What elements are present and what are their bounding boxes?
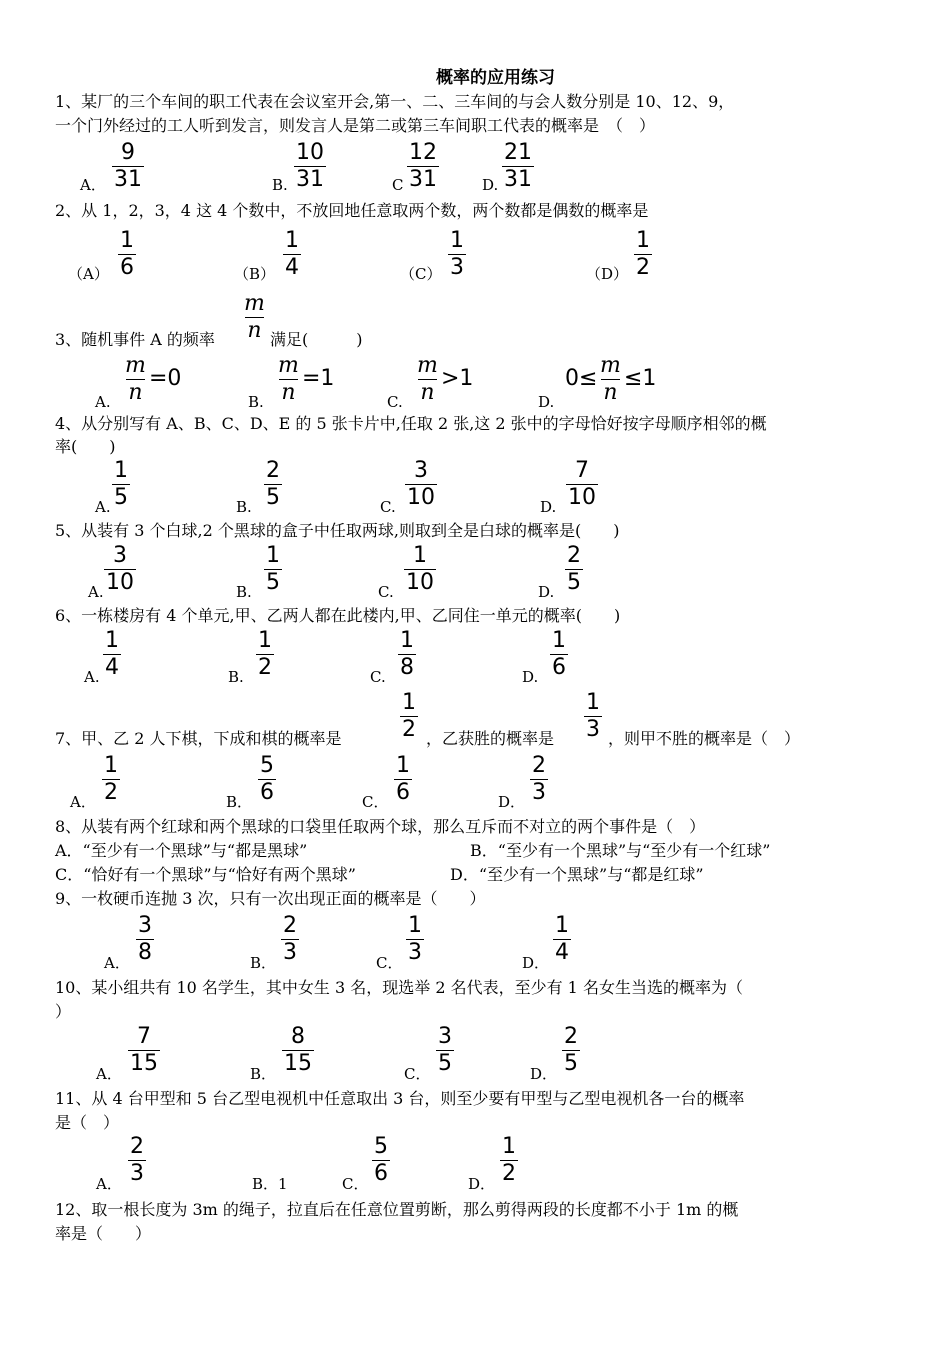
question-1-text: 1、某厂的三个车间的职工代表在会议室开会,第一、二、三车间的与会人数分别是 10、12、9， bbox=[55, 92, 735, 111]
q3-option-d-label: D. bbox=[538, 393, 555, 411]
q2-option-d-fraction: $\frac{1}{2}$ bbox=[636, 228, 650, 280]
q9-option-c-label: C． bbox=[376, 954, 403, 972]
q4-option-c-label: C. bbox=[380, 498, 396, 516]
q11-option-a-fraction: $\frac{2}{3}$ bbox=[130, 1134, 144, 1186]
question-4-text-cont: 率( ) bbox=[55, 437, 116, 456]
q4-option-d-label: D. bbox=[540, 498, 557, 516]
q4-option-c-fraction: $\frac{3}{10}$ bbox=[407, 458, 435, 510]
q3-option-b-fraction: $\frac{m}{n}$ bbox=[278, 353, 299, 405]
q6-option-d-label: D. bbox=[522, 668, 539, 686]
q10-option-c-fraction: $\frac{3}{5}$ bbox=[438, 1024, 452, 1076]
q7-stem-fraction-win: $\frac{1}{3}$ bbox=[586, 690, 600, 742]
q9-option-c-fraction: $\frac{1}{3}$ bbox=[408, 913, 422, 965]
q7-option-c-label: C． bbox=[362, 793, 389, 811]
q3-option-d-relation-post: ≤1 bbox=[624, 366, 657, 391]
q1-option-d-fraction: $\frac{21}{31}$ bbox=[504, 140, 532, 192]
q2-option-a-label: （A） bbox=[68, 265, 109, 283]
q3-option-a-relation: =0 bbox=[149, 366, 182, 391]
q10-option-b-label: B． bbox=[250, 1065, 277, 1083]
q11-option-c-label: C． bbox=[342, 1175, 369, 1193]
question-9-text: 9、一枚硬币连抛 3 次，只有一次出现正面的概率是（ ） bbox=[55, 889, 486, 908]
question-11-text: 11、从 4 台甲型和 5 台乙型电视机中任意取出 3 台，则至少要有甲型与乙型电视机各一台的概率 bbox=[55, 1089, 745, 1108]
q6-option-b-fraction: $\frac{1}{2}$ bbox=[258, 628, 272, 680]
question-1-text-cont: 一个门外经过的工人听到发言，则发言人是第二或第三车间职工代表的概率是 （ ） bbox=[55, 116, 656, 135]
q9-option-d-label: D． bbox=[522, 954, 550, 972]
q1-option-a-label: A． bbox=[80, 176, 106, 194]
q3-option-c-fraction: $\frac{m}{n}$ bbox=[417, 353, 438, 405]
q5-option-c-fraction: $\frac{1}{10}$ bbox=[406, 543, 434, 595]
q4-option-a-fraction: $\frac{1}{5}$ bbox=[114, 458, 128, 510]
q1-option-c-label: C bbox=[392, 176, 404, 194]
q2-option-b-label: （B） bbox=[234, 265, 276, 283]
q4-option-b-fraction: $\frac{2}{5}$ bbox=[266, 458, 280, 510]
question-11-text-cont: 是（ ） bbox=[55, 1113, 120, 1132]
q2-option-d-label: （D） bbox=[586, 265, 629, 283]
question-7-text-cont: ，乙获胜的概率是 bbox=[426, 729, 555, 748]
question-12-text: 12、取一根长度为 3m 的绳子，拉直后在任意位置剪断，那么剪得两段的长度都不小于 1m 的概 bbox=[55, 1200, 739, 1219]
q3-option-b-relation: =1 bbox=[302, 366, 335, 391]
q9-option-a-fraction: $\frac{3}{8}$ bbox=[138, 913, 152, 965]
q1-option-b-label: B. bbox=[272, 176, 288, 194]
question-8-text: 8、从装有两个红球和两个黑球的口袋里任取两个球，那么互斥而不对立的两个事件是（ ） bbox=[55, 817, 706, 836]
question-5-text: 5、从装有 3 个白球,2 个黑球的盒子中任取两球,则取到全是白球的概率是( ) bbox=[55, 521, 620, 540]
q6-option-a-fraction: $\frac{1}{4}$ bbox=[105, 628, 119, 680]
q10-option-b-fraction: $\frac{8}{15}$ bbox=[284, 1024, 312, 1076]
q11-option-d-fraction: $\frac{1}{2}$ bbox=[502, 1134, 516, 1186]
q6-option-c-fraction: $\frac{1}{8}$ bbox=[400, 628, 414, 680]
q1-option-d-label: D. bbox=[482, 176, 499, 194]
q8-option-a: A．“至少有一个黑球”与“都是黑球” bbox=[55, 841, 308, 860]
q3-option-c-label: C. bbox=[387, 393, 403, 411]
q5-option-c-label: C. bbox=[378, 583, 394, 601]
q9-option-b-fraction: $\frac{2}{3}$ bbox=[283, 913, 297, 965]
q6-option-a-label: A. bbox=[84, 668, 100, 686]
q2-option-a-fraction: $\frac{1}{6}$ bbox=[120, 228, 134, 280]
q11-option-d-label: D． bbox=[468, 1175, 496, 1193]
q11-option-a-label: A． bbox=[96, 1175, 122, 1193]
q11-option-c-fraction: $\frac{5}{6}$ bbox=[374, 1134, 388, 1186]
question-10-text-cont: ） bbox=[55, 1002, 72, 1021]
q10-option-d-label: D． bbox=[530, 1065, 558, 1083]
q7-option-a-label: A． bbox=[70, 793, 96, 811]
q7-option-d-fraction: $\frac{2}{3}$ bbox=[532, 753, 546, 805]
q1-option-c-fraction: $\frac{12}{31}$ bbox=[409, 140, 437, 192]
q3-option-b-label: B. bbox=[248, 393, 264, 411]
q10-option-a-label: A． bbox=[96, 1065, 122, 1083]
q2-option-c-label: （C） bbox=[400, 265, 442, 283]
q7-option-b-fraction: $\frac{5}{6}$ bbox=[260, 753, 274, 805]
question-6-text: 6、一栋楼房有 4 个单元,甲、乙两人都在此楼内,甲、乙同住一单元的概率( ) bbox=[55, 606, 621, 625]
q4-option-d-fraction: $\frac{7}{10}$ bbox=[568, 458, 596, 510]
q5-option-b-label: B. bbox=[236, 583, 252, 601]
q6-option-c-label: C. bbox=[370, 668, 386, 686]
q9-option-a-label: A． bbox=[104, 954, 130, 972]
q5-option-d-fraction: $\frac{2}{5}$ bbox=[567, 543, 581, 595]
question-3-text: 3、随机事件 A 的频率 bbox=[55, 330, 215, 349]
q8-option-c: C．“恰好有一个黑球”与“恰好有两个黑球” bbox=[55, 865, 356, 884]
q9-option-b-label: B． bbox=[250, 954, 277, 972]
question-4-text: 4、从分别写有 A、B、C、D、E 的 5 张卡片中,任取 2 张,这 2 张中的字母恰好按字母顺序相邻的概 bbox=[55, 414, 767, 433]
q6-option-d-fraction: $\frac{1}{6}$ bbox=[552, 628, 566, 680]
q11-option-b-label: B．1 bbox=[252, 1175, 288, 1193]
q3-stem-fraction: $\frac{m}{n}$ bbox=[244, 291, 265, 343]
q5-option-d-label: D. bbox=[538, 583, 555, 601]
q1-option-b-fraction: $\frac{10}{31}$ bbox=[296, 140, 324, 192]
q8-option-d: D．“至少有一个黑球”与“都是红球” bbox=[450, 865, 704, 884]
question-10-text: 10、某小组共有 10 名学生，其中女生 3 名，现选举 2 名代表，至少有 1 名女生当选的概率为（ bbox=[55, 978, 743, 997]
q5-option-b-fraction: $\frac{1}{5}$ bbox=[266, 543, 280, 595]
q3-option-a-fraction: $\frac{m}{n}$ bbox=[125, 353, 146, 405]
q5-option-a-fraction: $\frac{3}{10}$ bbox=[106, 543, 134, 595]
question-12-text-cont: 率是（ ） bbox=[55, 1224, 152, 1243]
q3-option-d-relation-pre: 0≤ bbox=[565, 366, 598, 391]
q7-option-c-fraction: $\frac{1}{6}$ bbox=[396, 753, 410, 805]
q9-option-d-fraction: $\frac{1}{4}$ bbox=[555, 913, 569, 965]
question-2-text: 2、从 1，2，3，4 这 4 个数中，不放回地任意取两个数，两个数都是偶数的概率是 bbox=[55, 201, 649, 220]
q7-option-b-label: B． bbox=[226, 793, 253, 811]
q4-option-a-label: A. bbox=[95, 498, 111, 516]
q3-option-c-relation: >1 bbox=[441, 366, 474, 391]
question-7-text: 7、甲、乙 2 人下棋，下成和棋的概率是 bbox=[55, 729, 342, 748]
q2-option-b-fraction: $\frac{1}{4}$ bbox=[285, 228, 299, 280]
q8-option-b: B．“至少有一个黑球”与“至少有一个红球” bbox=[470, 841, 771, 860]
q5-option-a-label: A. bbox=[88, 583, 104, 601]
q6-option-b-label: B. bbox=[228, 668, 244, 686]
q7-option-a-fraction: $\frac{1}{2}$ bbox=[104, 753, 118, 805]
q3-option-a-label: A. bbox=[95, 393, 111, 411]
question-7-text-end: ，则甲不胜的概率是（ ） bbox=[608, 729, 801, 748]
q7-stem-fraction-draw: $\frac{1}{2}$ bbox=[402, 690, 416, 742]
q2-option-c-fraction: $\frac{1}{3}$ bbox=[450, 228, 464, 280]
q10-option-a-fraction: $\frac{7}{15}$ bbox=[130, 1024, 158, 1076]
q1-option-a-fraction: $\frac{9}{31}$ bbox=[114, 140, 142, 192]
q4-option-b-label: B. bbox=[236, 498, 252, 516]
q10-option-c-label: C． bbox=[404, 1065, 431, 1083]
q7-option-d-label: D． bbox=[498, 793, 526, 811]
q3-option-d-fraction: $\frac{m}{n}$ bbox=[600, 353, 621, 405]
page-title: 概率的应用练习 bbox=[436, 68, 555, 88]
q10-option-d-fraction: $\frac{2}{5}$ bbox=[564, 1024, 578, 1076]
question-3-text-cont: 满足( ) bbox=[270, 330, 363, 349]
